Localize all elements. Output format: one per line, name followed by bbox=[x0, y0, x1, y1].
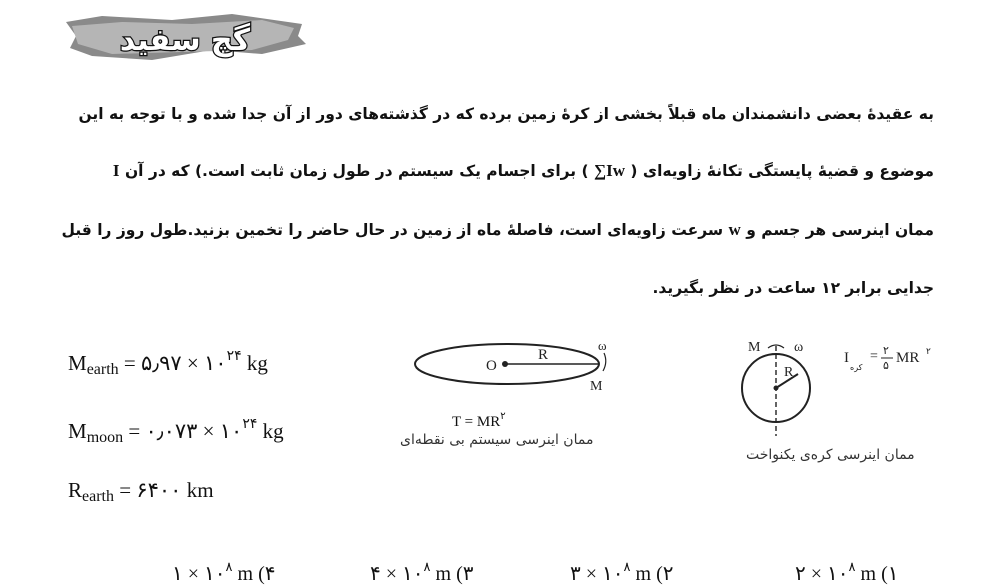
sphere-inertia-caption: ممان اینرسی کره‌ی یکنواخت bbox=[746, 447, 915, 463]
label-omega: ω bbox=[598, 338, 607, 353]
orbit-diagram bbox=[410, 335, 630, 415]
label-R: R bbox=[784, 365, 794, 380]
symbol-I: I bbox=[844, 350, 849, 366]
label-R: R bbox=[538, 347, 549, 363]
subscript-sphere: کره bbox=[850, 363, 863, 372]
center-point bbox=[502, 361, 508, 367]
option-3-number: ۳) bbox=[456, 563, 474, 585]
rotation-arrow-icon bbox=[603, 353, 606, 371]
symbol-I: I bbox=[112, 161, 120, 180]
mr-term: MR bbox=[896, 350, 920, 366]
fraction-numerator: ۲ bbox=[883, 344, 889, 357]
label-M: M bbox=[748, 340, 761, 355]
given-earth-mass: $M_{earth}$ = ۵٫۹۷ × $۱۰^{۲۴}$ kg bbox=[68, 349, 268, 378]
label-omega: ω bbox=[794, 340, 804, 355]
point-inertia-caption: ممان اینرسی سیستم بی نقطه‌ای bbox=[400, 432, 594, 448]
sphere-inertia-formula bbox=[840, 338, 940, 378]
brush-stroke-logo bbox=[62, 10, 308, 66]
question-line-1: به عقیدهٔ بعضی دانشمندان ماه قبلاً بخشی از کرهٔ زمین برده که در گذشته‌های دور از آن جدا شده و با توجه به این bbox=[78, 105, 934, 123]
fraction-denominator: ۵ bbox=[883, 359, 889, 372]
given-earth-radius: $R_{earth}$ = ۶۴۰۰ km bbox=[68, 478, 214, 505]
svg-text:گچ سفید: گچ سفید bbox=[119, 23, 251, 58]
mr-exponent: ۲ bbox=[926, 347, 931, 357]
equals-sign: = bbox=[870, 349, 878, 364]
option-4-number: ۴) bbox=[258, 563, 276, 585]
line3-text-b: سرعت زاویه‌ای است، فاصلهٔ ماه از زمین در حال حاضر را تخمین بزنید.طول روز را قبل bbox=[61, 221, 724, 239]
option-2[interactable]: ۳ × $۱۰^۸$ m ۲) bbox=[570, 559, 674, 585]
point-inertia-formula: $T = MR^۲$ bbox=[452, 411, 506, 430]
option-1-number: ۱) bbox=[881, 563, 899, 585]
line2-text-a: موضوع و قضیهٔ پایستگی تکانهٔ زاویه‌ای ( bbox=[630, 162, 934, 180]
question-line-2 bbox=[58, 161, 934, 181]
option-4[interactable]: ۱ × $۱۰^۸$ m ۴) bbox=[172, 559, 276, 585]
sphere-diagram bbox=[736, 332, 826, 442]
line2-text-b: ) برای اجسام یک سیستم در طول زمان ثابت است.) که در آن bbox=[124, 162, 589, 180]
question-line-4: جدایی برابر ۱۲ ساعت در نظر بگیرید. bbox=[652, 279, 934, 297]
symbol-w: w bbox=[728, 220, 741, 239]
brand-logo bbox=[62, 10, 308, 66]
label-O: O bbox=[486, 358, 497, 374]
line3-text-a: ممان اینرسی هر جسم و bbox=[746, 221, 934, 239]
question-line-3 bbox=[58, 220, 934, 240]
label-M: M bbox=[590, 379, 603, 394]
sphere-center bbox=[774, 386, 779, 391]
option-2-number: ۲) bbox=[656, 563, 674, 585]
given-moon-mass: $M_{moon}$ = ۰٫۰۷۳ × $۱۰^{۲۴}$ kg bbox=[68, 417, 284, 446]
option-1[interactable]: ۲ × $۱۰^۸$ m ۱) bbox=[795, 559, 899, 585]
angular-momentum-symbol: ∑Iw bbox=[593, 161, 625, 180]
option-3[interactable]: ۴ × $۱۰^۸$ m ۳) bbox=[370, 559, 474, 585]
